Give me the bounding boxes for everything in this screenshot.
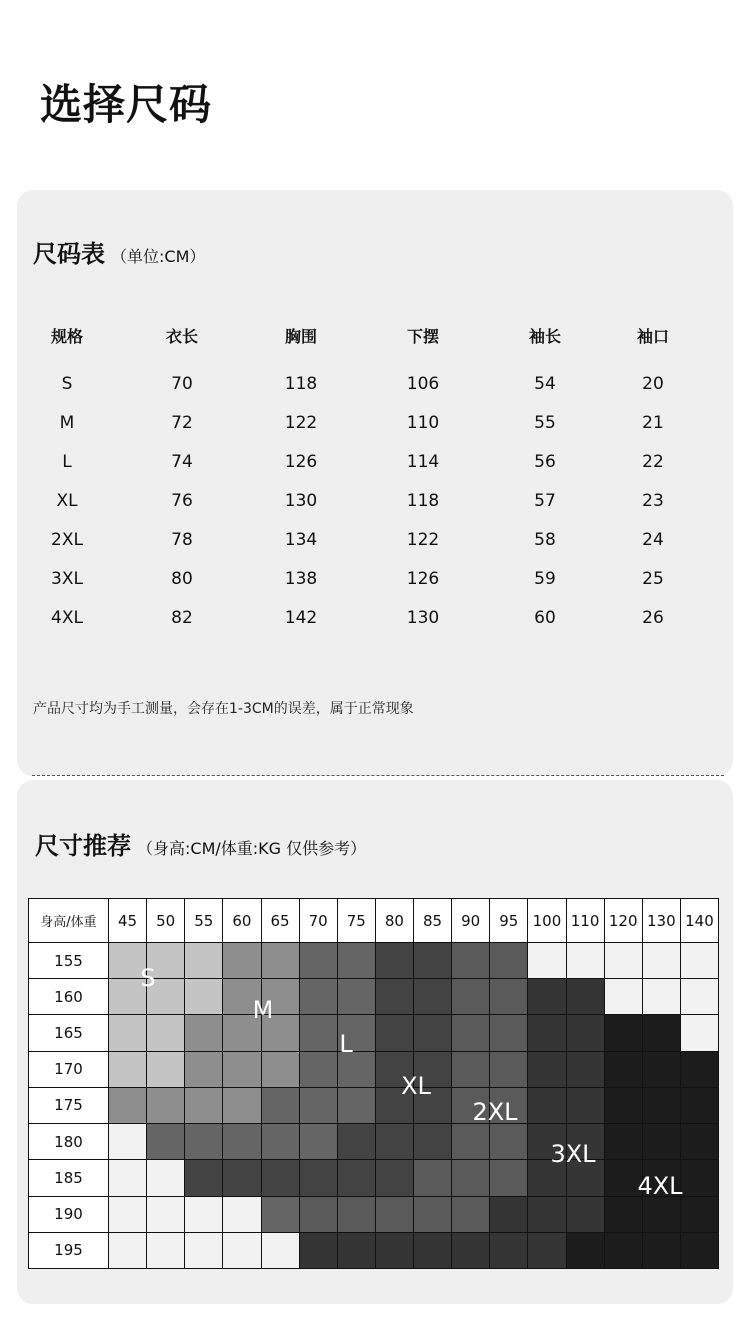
size-cell: [108, 1123, 147, 1160]
size-cell: [375, 1159, 414, 1196]
size-cell: [375, 1196, 414, 1233]
size-cell: [451, 1232, 490, 1269]
size-table-size: M: [59, 413, 75, 433]
size-cell: [413, 942, 452, 979]
size-cell: [146, 1051, 185, 1088]
size-cell: [566, 1014, 605, 1051]
size-cell: [299, 942, 338, 979]
size-table-cell: 23: [642, 491, 664, 511]
size-cell: [299, 978, 338, 1015]
size-table-cell: 126: [406, 569, 440, 589]
size-cell: [337, 1159, 376, 1196]
size-cell: [451, 978, 490, 1015]
size-cell: [184, 1051, 223, 1088]
size-table-cell: 58: [534, 530, 556, 550]
size-cell: [489, 942, 528, 979]
size-cell: [680, 1123, 719, 1160]
weight-header: 130: [642, 898, 681, 943]
size-cell: [184, 1123, 223, 1160]
size-cell: [566, 1051, 605, 1088]
weight-header: 95: [489, 898, 528, 943]
size-table-size: 2XL: [51, 530, 83, 550]
size-cell: [451, 1159, 490, 1196]
size-cell: [642, 1087, 681, 1124]
size-table-cell: 130: [284, 491, 318, 511]
size-cell: [642, 978, 681, 1015]
height-header: 155: [28, 942, 109, 979]
size-region-label: XL: [401, 1072, 431, 1100]
size-cell: [451, 1051, 490, 1088]
size-table-cell: 74: [171, 452, 193, 472]
size-table-cell: 114: [406, 452, 440, 472]
size-cell: [337, 1232, 376, 1269]
size-table-cell: 55: [534, 413, 556, 433]
size-cell: [261, 1232, 300, 1269]
size-table-cell: 106: [406, 374, 440, 394]
height-header: 175: [28, 1087, 109, 1124]
size-cell: [680, 942, 719, 979]
size-table-cell: 82: [171, 608, 193, 628]
size-table-cell: 138: [284, 569, 318, 589]
size-cell: [680, 1232, 719, 1269]
size-cell: [604, 1196, 643, 1233]
size-table-card: [17, 190, 733, 776]
size-cell: [146, 1014, 185, 1051]
size-cell: [261, 942, 300, 979]
size-cell: [527, 1087, 566, 1124]
size-cell: [604, 1014, 643, 1051]
size-cell: [489, 1159, 528, 1196]
size-table-cell: 130: [406, 608, 440, 628]
size-cell: [222, 1051, 261, 1088]
size-cell: [451, 1014, 490, 1051]
size-cell: [642, 1051, 681, 1088]
size-table-cell: 122: [406, 530, 440, 550]
measurement-note: 产品尺寸均为手工测量，会存在1-3CM的误差，属于正常现象: [33, 701, 414, 717]
size-table-cell: 72: [171, 413, 193, 433]
weight-header: 85: [413, 898, 452, 943]
size-cell: [680, 1087, 719, 1124]
size-table-cell: 56: [534, 452, 556, 472]
size-cell: [642, 1014, 681, 1051]
size-cell: [299, 1159, 338, 1196]
recommend-title: 尺寸推荐 （身高:CM/体重:KG 仅供参考）: [35, 832, 367, 860]
size-cell: [566, 1232, 605, 1269]
size-cell: [451, 1123, 490, 1160]
section-divider: [32, 775, 724, 776]
weight-header: 75: [337, 898, 376, 943]
size-cell: [527, 1014, 566, 1051]
size-cell: [642, 1196, 681, 1233]
size-cell: [566, 1196, 605, 1233]
size-cell: [604, 1051, 643, 1088]
size-table-cell: 78: [171, 530, 193, 550]
size-table-cell: 134: [284, 530, 318, 550]
page-title: 选择尺码: [40, 80, 213, 129]
size-table-header: 袖长: [528, 327, 561, 346]
size-cell: [337, 942, 376, 979]
size-table-cell: 22: [642, 452, 664, 472]
size-cell: [489, 1123, 528, 1160]
height-header: 160: [28, 978, 109, 1015]
weight-header: 45: [108, 898, 147, 943]
weight-header: 70: [299, 898, 338, 943]
size-cell: [375, 1123, 414, 1160]
size-cell: [299, 1196, 338, 1233]
size-cell: [222, 1159, 261, 1196]
size-cell: [337, 1123, 376, 1160]
size-cell: [527, 978, 566, 1015]
size-cell: [299, 1051, 338, 1088]
size-cell: [184, 1196, 223, 1233]
size-cell: [337, 1087, 376, 1124]
size-table-size: 4XL: [51, 608, 83, 628]
size-region-label: S: [140, 964, 156, 992]
size-table-cell: 60: [534, 608, 556, 628]
size-cell: [146, 1232, 185, 1269]
size-table-cell: 24: [642, 530, 664, 550]
weight-header: 60: [222, 898, 261, 943]
size-recommend-grid: [28, 898, 718, 1268]
size-cell: [222, 1123, 261, 1160]
recommend-subtitle: （身高:CM/体重:KG 仅供参考）: [137, 839, 367, 858]
size-cell: [108, 1159, 147, 1196]
weight-header: 120: [604, 898, 643, 943]
size-cell: [184, 978, 223, 1015]
size-table-cell: 122: [284, 413, 318, 433]
size-cell: [184, 942, 223, 979]
size-cell: [146, 1159, 185, 1196]
size-table-cell: 80: [171, 569, 193, 589]
size-cell: [604, 942, 643, 979]
size-table-cell: 110: [406, 413, 440, 433]
size-table-size: 3XL: [51, 569, 83, 589]
size-cell: [261, 1051, 300, 1088]
size-cell: [375, 942, 414, 979]
size-cell: [604, 1232, 643, 1269]
size-cell: [261, 1159, 300, 1196]
size-cell: [604, 978, 643, 1015]
size-table-cell: 54: [534, 374, 556, 394]
size-region-label: M: [252, 996, 274, 1024]
size-cell: [527, 1051, 566, 1088]
size-table-cell: 59: [534, 569, 556, 589]
size-cell: [375, 1232, 414, 1269]
size-table-header: 规格: [50, 327, 83, 346]
size-cell: [222, 1196, 261, 1233]
weight-header: 50: [146, 898, 185, 943]
size-cell: [261, 1087, 300, 1124]
size-region-label: 3XL: [550, 1140, 596, 1168]
size-cell: [489, 1232, 528, 1269]
size-region-label: 4XL: [637, 1172, 683, 1200]
size-table-cell: 142: [284, 608, 318, 628]
size-cell: [413, 1159, 452, 1196]
size-cell: [642, 942, 681, 979]
size-table-header: 下摆: [406, 327, 439, 346]
size-table-cell: 76: [171, 491, 193, 511]
size-cell: [680, 1051, 719, 1088]
weight-header: 110: [566, 898, 605, 943]
size-cell: [184, 1159, 223, 1196]
size-cell: [413, 1014, 452, 1051]
size-cell: [527, 1196, 566, 1233]
size-cell: [108, 1014, 147, 1051]
size-cell: [337, 978, 376, 1015]
size-table-cell: 26: [642, 608, 664, 628]
size-cell: [451, 942, 490, 979]
size-cell: [375, 1014, 414, 1051]
size-table-header: 胸围: [284, 327, 317, 346]
size-cell: [489, 1051, 528, 1088]
size-cell: [680, 1014, 719, 1051]
size-table-cell: 126: [284, 452, 318, 472]
size-table-cell: 118: [406, 491, 440, 511]
size-cell: [184, 1087, 223, 1124]
size-cell: [642, 1123, 681, 1160]
weight-header: 80: [375, 898, 414, 943]
weight-header: 65: [261, 898, 300, 943]
size-table-header: 袖口: [636, 327, 669, 346]
weight-header: 140: [680, 898, 719, 943]
size-cell: [413, 1123, 452, 1160]
size-table-size: XL: [56, 491, 78, 511]
size-table-cell: 57: [534, 491, 556, 511]
size-cell: [680, 1159, 719, 1196]
size-region-label: L: [339, 1030, 353, 1058]
size-cell: [261, 1123, 300, 1160]
size-cell: [222, 1087, 261, 1124]
size-cell: [566, 942, 605, 979]
height-header: 180: [28, 1123, 109, 1160]
size-cell: [604, 1123, 643, 1160]
size-cell: [299, 1123, 338, 1160]
size-table-size: L: [62, 452, 72, 472]
height-header: 185: [28, 1159, 109, 1196]
size-cell: [680, 1196, 719, 1233]
height-header: 195: [28, 1232, 109, 1269]
size-table-header: 衣长: [165, 327, 198, 346]
size-table-cell: 21: [642, 413, 664, 433]
size-table-unit: （单位:CM）: [111, 247, 206, 266]
size-cell: [222, 942, 261, 979]
weight-header: 90: [451, 898, 490, 943]
size-cell: [184, 1232, 223, 1269]
size-region-label: 2XL: [472, 1098, 518, 1126]
size-cell: [108, 1196, 147, 1233]
size-cell: [527, 942, 566, 979]
size-cell: [299, 1232, 338, 1269]
size-cell: [146, 1123, 185, 1160]
size-cell: [146, 1196, 185, 1233]
size-cell: [566, 1087, 605, 1124]
size-cell: [261, 1196, 300, 1233]
size-table-cell: 25: [642, 569, 664, 589]
size-table-cell: 20: [642, 374, 664, 394]
size-table-size: S: [61, 374, 73, 394]
size-cell: [680, 978, 719, 1015]
size-cell: [642, 1232, 681, 1269]
size-cell: [108, 1051, 147, 1088]
grid-corner-label: 身高/体重: [28, 898, 109, 943]
size-cell: [413, 1196, 452, 1233]
size-cell: [566, 978, 605, 1015]
size-cell: [489, 1014, 528, 1051]
size-cell: [222, 1232, 261, 1269]
height-header: 190: [28, 1196, 109, 1233]
size-cell: [489, 978, 528, 1015]
weight-header: 55: [184, 898, 223, 943]
size-cell: [375, 978, 414, 1015]
size-cell: [413, 1232, 452, 1269]
size-cell: [413, 978, 452, 1015]
size-cell: [489, 1196, 528, 1233]
size-cell: [146, 1087, 185, 1124]
size-cell: [604, 1087, 643, 1124]
size-cell: [108, 1087, 147, 1124]
size-cell: [184, 1014, 223, 1051]
size-cell: [108, 1232, 147, 1269]
size-cell: [451, 1196, 490, 1233]
size-table-cell: 118: [284, 374, 318, 394]
size-cell: [527, 1232, 566, 1269]
size-cell: [299, 1014, 338, 1051]
size-table-title: 尺码表 （单位:CM）: [33, 240, 206, 268]
height-header: 170: [28, 1051, 109, 1088]
weight-header: 100: [527, 898, 566, 943]
height-header: 165: [28, 1014, 109, 1051]
size-cell: [337, 1196, 376, 1233]
size-table-cell: 70: [171, 374, 193, 394]
size-cell: [299, 1087, 338, 1124]
